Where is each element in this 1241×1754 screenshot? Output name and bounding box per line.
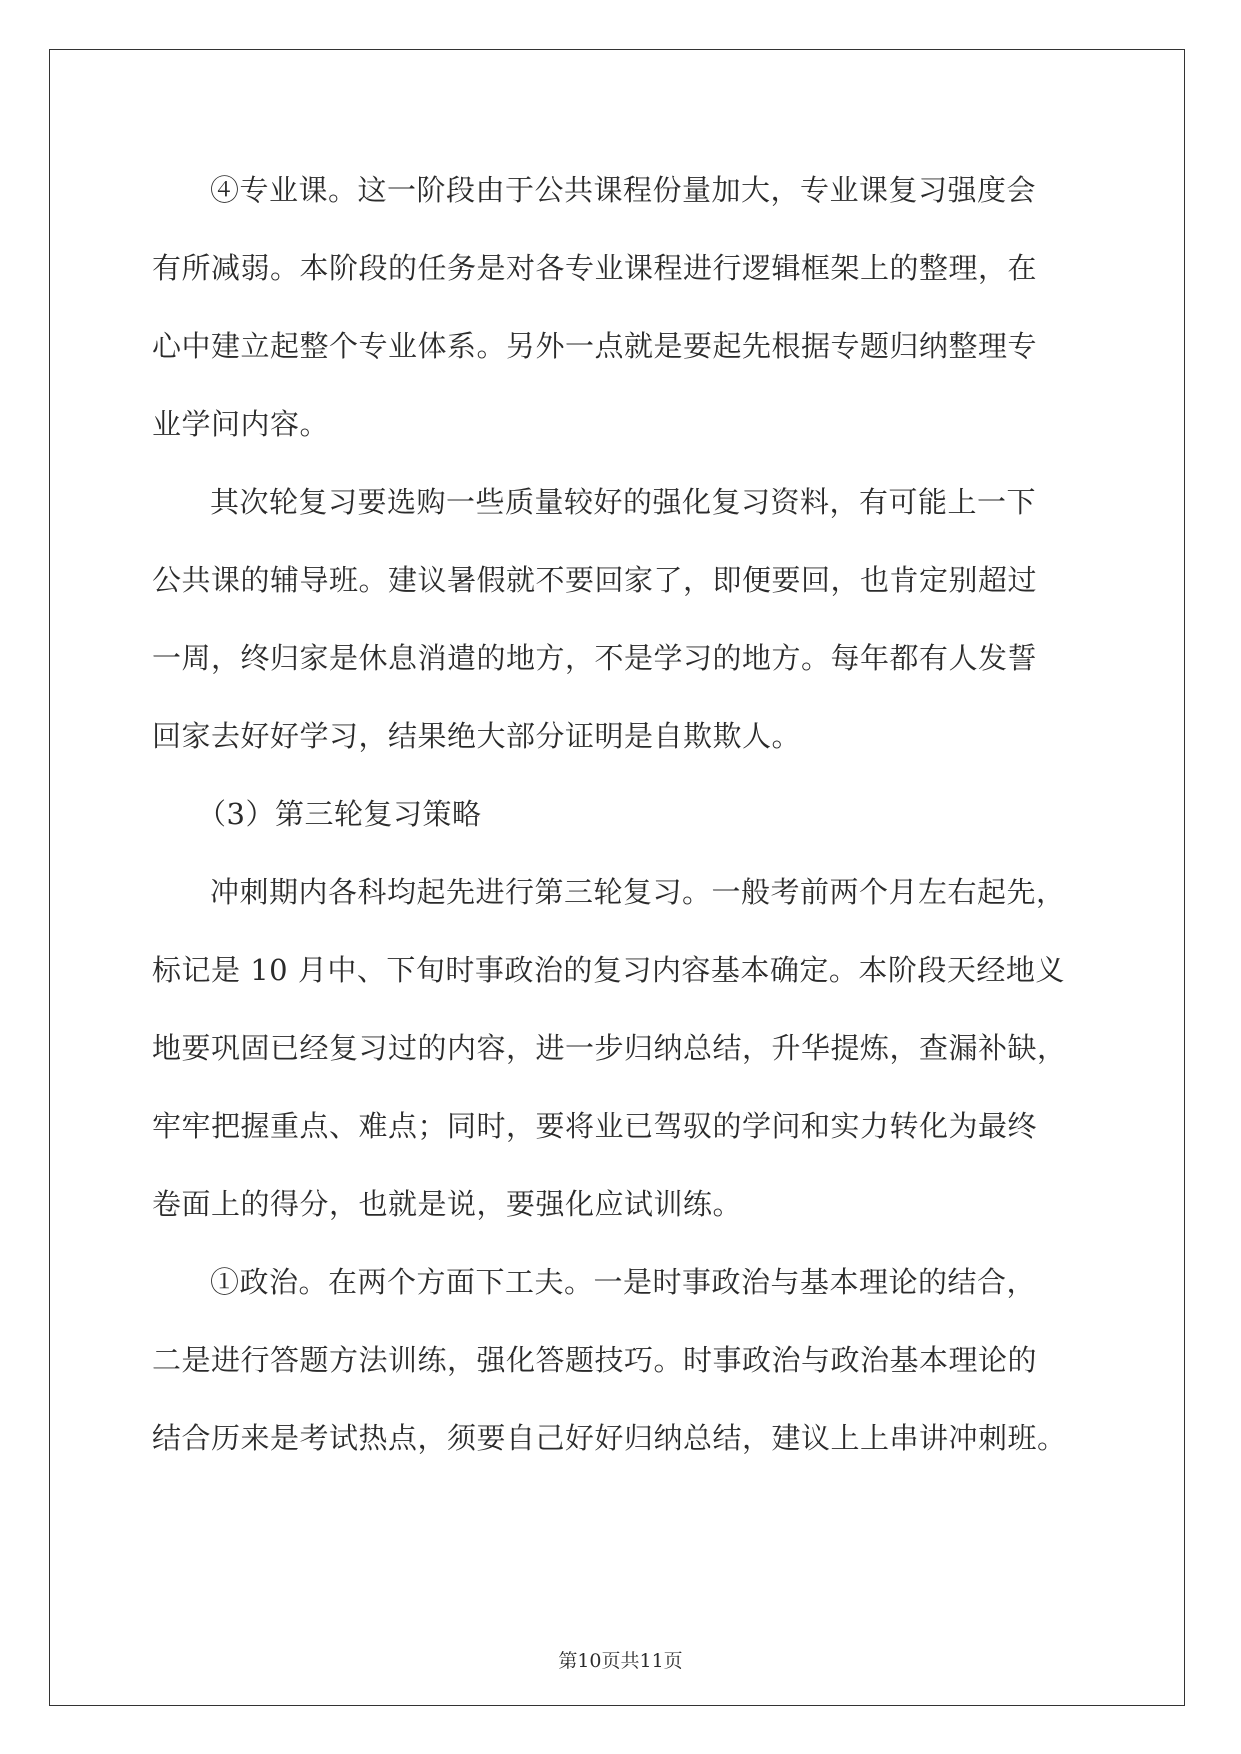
paragraph-line: ①政治。在两个方面下工夫。一是时事政治与基本理论的结合， — [210, 1265, 1037, 1299]
paragraph-line: 卷面上的得分，也就是说，要强化应试训练。 — [152, 1187, 743, 1221]
paragraph-line: 有所减弱。本阶段的任务是对各专业课程进行逻辑框架上的整理，在 — [152, 251, 1038, 285]
paragraph-line: 冲刺期内各科均起先进行第三轮复习。一般考前两个月左右起先， — [210, 875, 1066, 909]
paragraph-line: 回家去好好学习，结果绝大部分证明是自欺欺人。 — [152, 719, 802, 753]
paragraph-line: 业学问内容。 — [152, 407, 330, 441]
page-number-total: 共11页 — [620, 1650, 683, 1672]
paragraph-line: ④专业课。这一阶段由于公共课程份量加大，专业课复习强度会 — [210, 173, 1037, 207]
page-number-current: 第10页 — [558, 1650, 621, 1672]
paragraph-line: 公共课的辅导班。建议暑假就不要回家了，即便要回，也肯定别超过 — [152, 563, 1038, 597]
paragraph-line: 二是进行答题方法训练，强化答题技巧。时事政治与政治基本理论的 — [152, 1343, 1038, 1377]
paragraph-line: 地要巩固已经复习过的内容，进一步归纳总结，升华提炼，查漏补缺， — [152, 1031, 1067, 1065]
paragraph-line: 其次轮复习要选购一些质量较好的强化复习资料，有可能上一下 — [210, 485, 1037, 519]
paragraph-line: 结合历来是考试热点，须要自己好好归纳总结，建议上上串讲冲刺班。 — [152, 1421, 1067, 1455]
paragraph-line: 标记是 10 月中、下旬时事政治的复习内容基本确定。本阶段天经地义 — [152, 953, 1065, 987]
paragraph-line: 一周，终归家是休息消遣的地方，不是学习的地方。每年都有人发誓 — [152, 641, 1038, 675]
paragraph-line: 心中建立起整个专业体系。另外一点就是要起先根据专题归纳整理专 — [152, 329, 1038, 363]
page-footer — [0, 1649, 1241, 1673]
section-heading: （3）第三轮复习策略 — [197, 797, 482, 831]
paragraph-line: 牢牢把握重点、难点；同时，要将业已驾驭的学问和实力转化为最终 — [152, 1109, 1038, 1143]
